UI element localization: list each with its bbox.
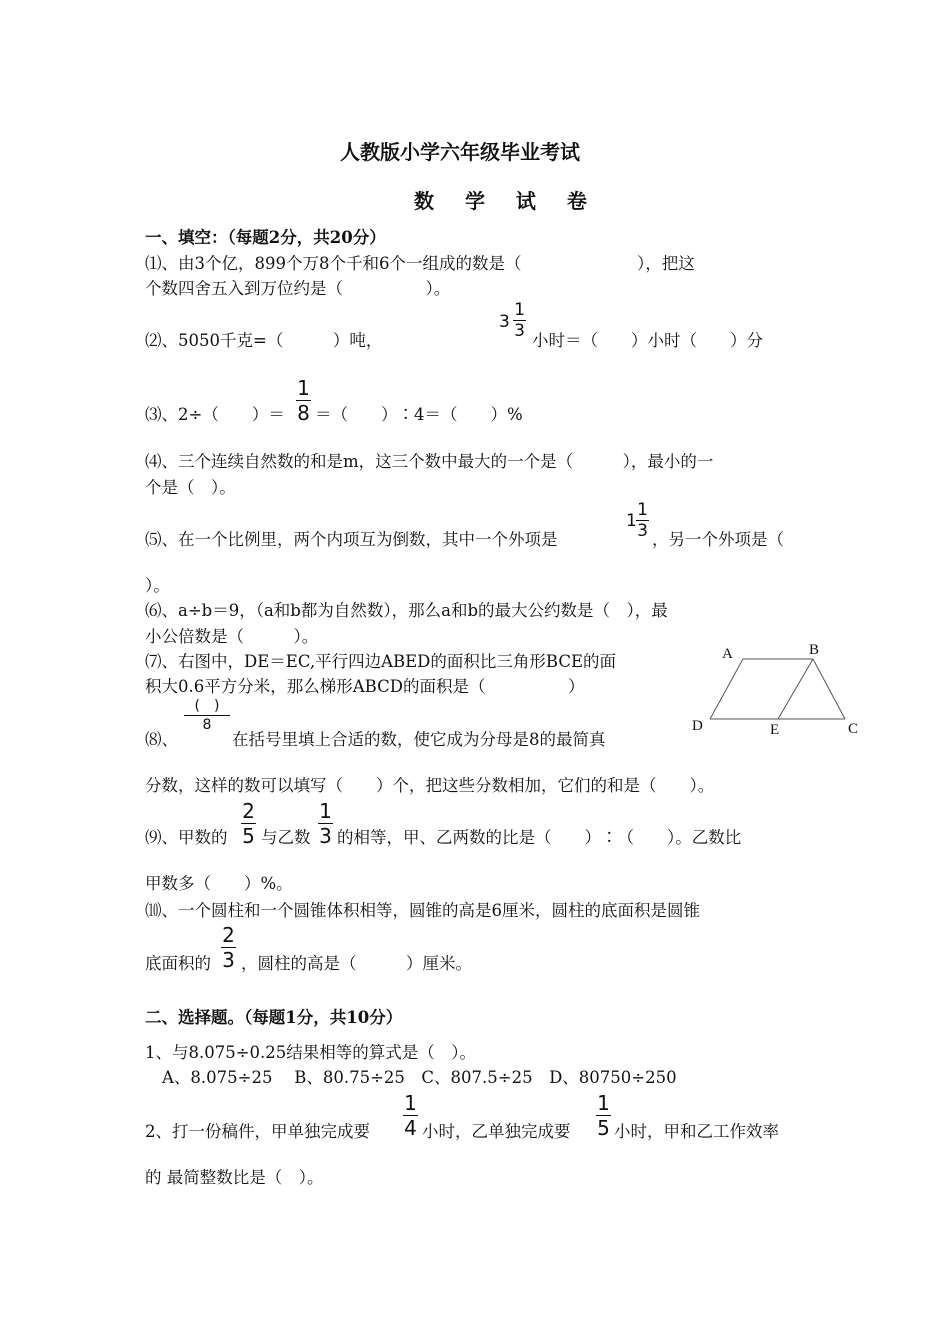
q2-fraction-denominator: 3 [514,321,525,341]
q1-line2: 个数四舍五入到万位约是（ ）。 [145,279,451,298]
q7-line2: 积大0.6平方分米，那么梯形ABCD的面积是（ ） [145,677,585,696]
q3-fraction [296,376,311,425]
s2-q2-fraction-1 [403,1091,418,1140]
q5-right: ，另一个外项是（ [652,530,784,549]
q5-fraction-whole: 1 [626,511,637,531]
q10-fraction [221,923,236,972]
q10-fraction-numerator: 2 [222,923,235,947]
q10-part-b: ，圆柱的高是（ ）厘米。 [241,954,472,973]
q10-part-a: 底面积的 [145,954,211,973]
q5-left: ⑸、在一个比例里，两个内项互为倒数，其中一个外项是 [145,530,558,549]
q5-fraction [636,500,649,541]
q10-line1: ⑽、一个圆柱和一个圆锥体积相等，圆锥的高是6厘米，圆柱的底面积是圆锥 [145,901,700,920]
q4-line2: 个是（ ）。 [145,478,236,497]
s2-q1: 1、与8.075÷0.25结果相等的算式是（ ）。 [145,1043,477,1062]
vertex-label-e: E [770,722,780,738]
q9-fraction-1-numerator: 2 [242,799,255,823]
q9-fraction-2-numerator: 1 [319,799,332,823]
q5-line2: ）。 [145,576,170,595]
s2-q2-fraction-2-numerator: 1 [597,1091,610,1115]
q7-line1: ⑺、右图中，DE＝EC,平行四边ABED的面积比三角形BCE的面 [145,652,617,671]
q8-line2: 分数，这样的数可以填写（ ）个，把这些分数相加，它们的和是（ ）。 [145,776,715,795]
vertex-label-c: C [848,721,859,737]
s2-q2-line2: 的 最简整数比是（ ）。 [145,1168,324,1187]
q8-fraction-numerator: ( ) [194,698,220,714]
q9-fraction-1 [241,799,256,848]
s2-q2-fraction-1-denominator: 4 [404,1116,417,1140]
q10-fraction-denominator: 3 [222,948,235,972]
s2-q1-options: A、8.075÷25 B、80.75÷25 C、807.5÷25 D、80750÷250 [162,1068,677,1087]
q1-line1: ⑴、由3个亿，899个万8个千和6个一组成的数是（ ），把这 [145,254,695,273]
page-subtitle: 数 学 试 卷 [414,189,599,213]
q2-fraction [513,300,526,341]
edge-ad [710,659,743,719]
s2-q2-part-b: 小时，乙单独完成要 [422,1122,571,1141]
q9-fraction-1-denominator: 5 [242,824,255,848]
vertex-label-a: A [722,646,733,662]
q3-left: ⑶、2÷（ ）＝ [145,405,285,424]
q8-label: ⑻、 [145,730,178,749]
q4-line1: ⑷、三个连续自然数的和是m，这三个数中最大的一个是（ ），最小的一 [145,452,714,471]
s2-q2-fraction-1-numerator: 1 [404,1091,417,1115]
s2-q2-fraction-2 [596,1091,611,1140]
q5-fraction-numerator: 1 [637,500,648,520]
section2-heading: 二、选择题。（每题1分，共10分） [145,1008,403,1027]
vertex-label-b: B [809,642,820,658]
q6-line1: ⑹、a÷b＝9，（a和b都为自然数），那么a和b的最大公约数是（ ），最 [145,601,668,620]
q8-fraction [184,697,230,734]
q3-fraction-numerator: 1 [297,376,310,400]
vertex-label-d: D [692,718,703,734]
edge-be [778,659,813,719]
q2-right: 小时＝（ ）小时（ ）分 [532,331,763,350]
q2-fraction-numerator: 1 [514,300,525,320]
q3-right: ＝（ ）∶4＝（ ）% [315,405,523,424]
s2-q2-part-a: 2、打一份稿件，甲单独完成要 [145,1122,370,1141]
trapezoid-figure [680,636,880,746]
q9-fraction-2 [318,799,333,848]
q9-fraction-2-denominator: 3 [319,824,332,848]
page-title: 人教版小学六年级毕业考试 [340,140,580,164]
q3-fraction-denominator: 8 [297,401,310,425]
q2-left: ⑵、5050千克=（ ）吨， [145,331,383,350]
q9-line2: 甲数多（ ）%。 [145,874,293,893]
q8-line1: 在括号里填上合适的数，使它成为分母是8的最简真 [232,730,606,749]
edge-bc [813,659,845,719]
section1-heading: 一、填空：（每题2分，共20分） [145,228,386,247]
q9-part-b: 与乙数 [261,828,311,847]
q8-fraction-denominator: 8 [202,717,212,733]
q6-line2: 小公倍数是（ ）。 [145,627,319,646]
q9-part-a: ⑼、甲数的 [145,828,228,847]
s2-q2-fraction-2-denominator: 5 [597,1116,610,1140]
q2-fraction-whole: 3 [499,312,510,332]
q9-part-c: 的相等，甲、乙两数的比是（ ）∶（ ）。乙数比 [337,828,742,847]
q5-fraction-denominator: 3 [637,521,648,541]
s2-q2-part-c: 小时，甲和乙工作效率 [614,1122,779,1141]
